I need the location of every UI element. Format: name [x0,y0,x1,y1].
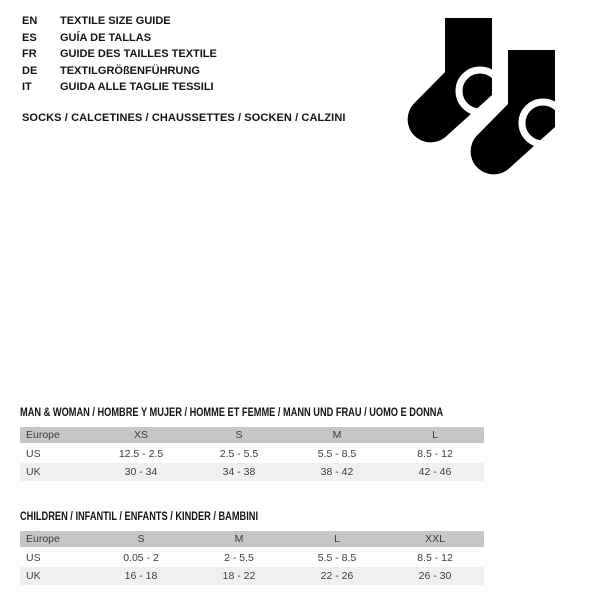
socks-icon [405,8,575,178]
header-cell-size: XXL [425,533,445,545]
size-value-cell: 30 - 34 [124,466,158,478]
row-label: US [26,552,41,564]
size-value-cell: 16 - 18 [124,570,158,582]
size-value-cell: 2.5 - 5.5 [219,448,259,460]
size-table-children [20,508,484,585]
header-cell-size: S [235,429,243,441]
size-value-cell: 2 - 5.5 [224,552,254,564]
table-row-us [20,445,484,463]
header-cell-region: Europe [26,429,60,441]
table-header-row [20,427,484,443]
table-title: MAN & WOMAN / HOMBRE Y MUJER / HOMME ET FEMME / MANN UND FRAU / UOMO E DONNA [20,405,444,419]
table-row-uk [20,567,484,585]
language-label: TEXTILGRÖßENFÜHRUNG [60,64,200,77]
size-value-cell: 22 - 26 [320,570,354,582]
size-value-cell: 8.5 - 12 [417,448,453,460]
header-cell-size: XS [133,429,148,441]
language-row-en [22,13,217,30]
language-label: GUIDA ALLE TAGLIE TESSILI [60,81,214,94]
size-value-cell: 0.05 - 2 [123,552,159,564]
row-label: UK [26,466,41,478]
table-row-us [20,549,484,567]
language-code: EN [22,15,38,27]
size-value-cell: 34 - 38 [222,466,256,478]
language-code: FR [22,48,37,61]
row-label: US [26,448,41,460]
row-label: UK [26,570,41,582]
language-list [22,13,217,96]
header-cell-size: M [332,429,342,441]
table-header-row [20,531,484,547]
language-row-fr [22,46,217,63]
language-code: ES [22,31,37,44]
header-cell-region: Europe [26,533,60,545]
language-label: TEXTILE SIZE GUIDE [60,15,171,27]
size-value-cell: 8.5 - 12 [417,552,453,564]
table-title: CHILDREN / INFANTIL / ENFANTS / KINDER / BAMBINI [20,509,259,523]
size-value-cell: 12.5 - 2.5 [118,448,164,460]
language-label: GUIDE DES TAILLES TEXTILE [60,48,217,61]
language-code: IT [22,81,32,94]
size-value-cell: 18 - 22 [222,570,256,582]
header-cell-size: L [432,429,438,441]
size-value-cell: 42 - 46 [418,466,452,478]
size-value-cell: 26 - 30 [418,570,452,582]
size-value-cell: 5.5 - 8.5 [317,552,357,564]
table-row-uk [20,463,484,481]
header-cell-size: L [334,533,340,545]
category-title: SOCKS / CALCETINES / CHAUSSETTES / SOCKEN / CALZINI [22,112,346,124]
header-cell-size: M [234,533,244,545]
language-row-es [22,30,217,47]
language-label: GUÍA DE TALLAS [60,31,152,44]
header-cell-size: S [137,533,145,545]
language-row-de [22,63,217,80]
size-value-cell: 38 - 42 [320,466,354,478]
language-code: DE [22,64,38,77]
size-value-cell: 5.5 - 8.5 [317,448,357,460]
size-table-man-woman [20,404,484,481]
language-row-it [22,79,217,96]
